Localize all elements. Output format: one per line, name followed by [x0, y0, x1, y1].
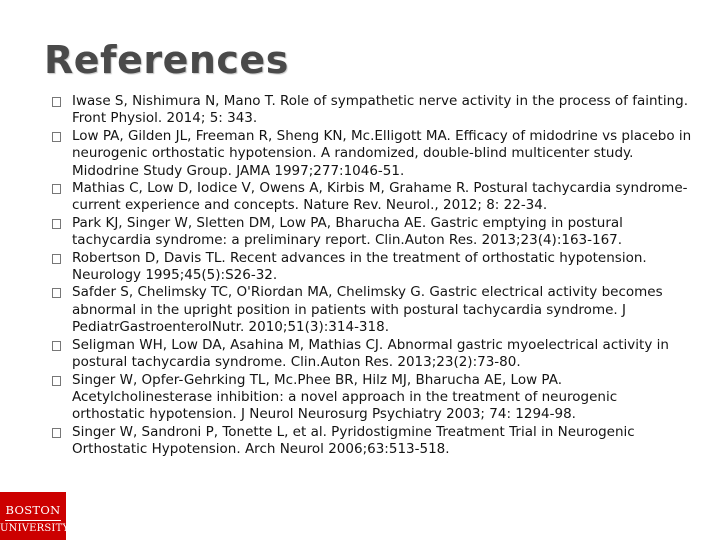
square-bullet-icon	[52, 219, 61, 229]
square-bullet-icon	[52, 288, 61, 298]
reference-text: Seligman WH, Low DA, Asahina M, Mathias CJ. Abnormal gastric myoelectrical activity in postural tachycardia syndrome. Clin.Auton Res. 2013;23(2):73-80.	[72, 336, 669, 371]
reference-list	[52, 93, 692, 459]
reference-text: Park KJ, Singer W, Sletten DM, Low PA, Bharucha AE. Gastric emptying in postural tachycardia syndrome: a preliminary report. Clin.Auton Res. 2013;23(4):163-167.	[72, 214, 623, 249]
square-bullet-icon	[52, 97, 61, 107]
reference-item	[52, 180, 692, 215]
reference-item	[52, 128, 692, 180]
page-title: References	[44, 38, 289, 82]
square-bullet-icon	[52, 132, 61, 142]
square-bullet-icon	[52, 184, 61, 194]
reference-text: Safder S, Chelimsky TC, O'Riordan MA, Chelimsky G. Gastric electrical activity becomes abnormal in the upright position in patients with postural tachycardia syndrome. J PediatrGastroenterolNutr. 2010;51(3):314-318.	[72, 284, 663, 336]
logo-text-university: UNIVERSITY	[0, 523, 70, 534]
reference-item	[52, 93, 692, 128]
square-bullet-icon	[52, 376, 61, 386]
square-bullet-icon	[52, 254, 61, 264]
reference-text: Low PA, Gilden JL, Freeman R, Sheng KN, Mc.Elligott MA. Efficacy of midodrine vs placebo in neurogenic orthostatic hypotension. A randomized, double-blind multicenter study. Midodrine Study Group. JAMA 1997;277:1046-51.	[72, 127, 692, 179]
square-bullet-icon	[52, 341, 61, 351]
square-bullet-icon	[52, 428, 61, 438]
reference-item	[52, 424, 692, 459]
logo-divider	[5, 520, 61, 521]
reference-item	[52, 372, 692, 424]
logo-text-boston: BOSTON	[5, 503, 61, 517]
reference-text: Robertson D, Davis TL. Recent advances in the treatment of orthostatic hypotension. Neurology 1995;45(5):S26-32.	[72, 249, 647, 284]
reference-text: Singer W, Opfer-Gehrking TL, Mc.Phee BR, Hilz MJ, Bharucha AE, Low PA. Acetylcholinesterase inhibition: a novel approach in the treatment of neurogenic orthostatic hypotension. J Neurol Neurosurg Psychiatry 2003; 74: 1294-98.	[72, 371, 618, 423]
reference-text: Singer W, Sandroni P, Tonette L, et al. Pyridostigmine Treatment Trial in Neurogenic Orthostatic Hypotension. Arch Neurol 2006;63:513-518.	[72, 423, 635, 458]
reference-item	[52, 215, 692, 250]
reference-item	[52, 250, 692, 285]
reference-text: Iwase S, Nishimura N, Mano T. Role of sympathetic nerve activity in the process of fainting. Front Physiol. 2014; 5: 343.	[72, 93, 688, 127]
reference-item	[52, 337, 692, 372]
reference-text: Mathias C, Low D, Iodice V, Owens A, Kirbis M, Grahame R. Postural tachycardia syndrome- current experience and concepts. Nature Rev. Neurol., 2012; 8: 22-34.	[72, 180, 688, 214]
reference-item	[52, 284, 692, 336]
boston-university-logo	[0, 492, 70, 540]
